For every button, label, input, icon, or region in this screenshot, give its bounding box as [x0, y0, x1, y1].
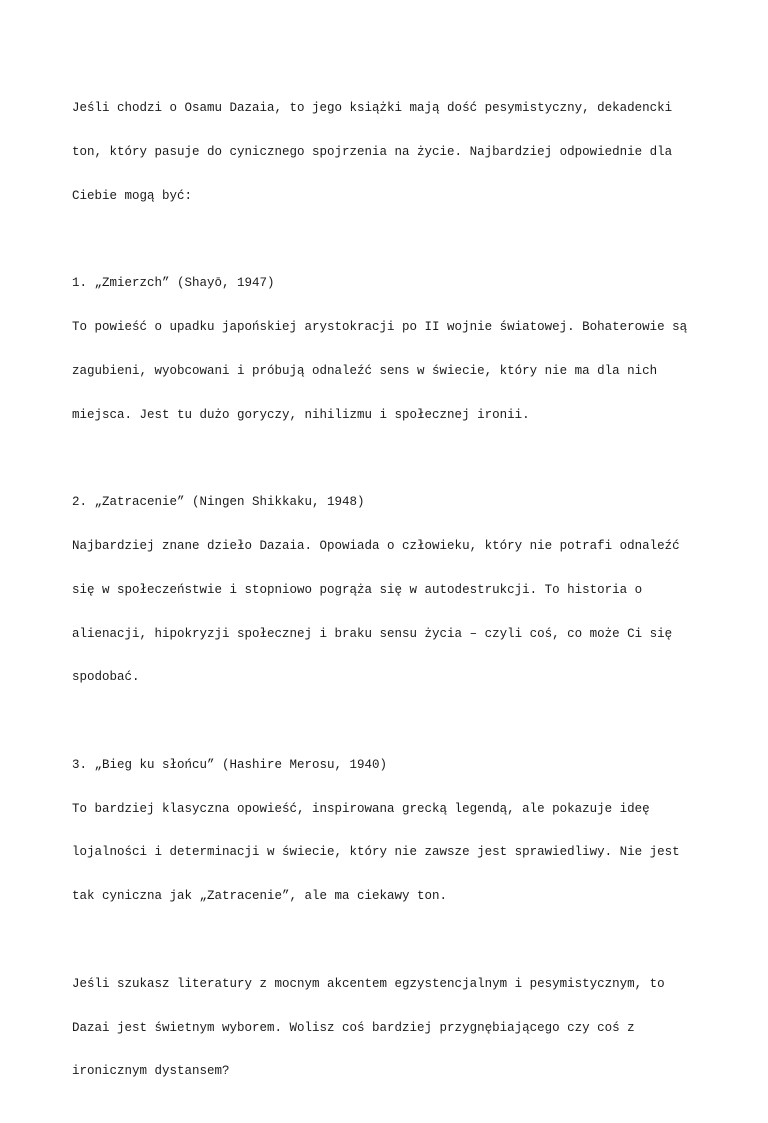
book-description-line: tak cyniczna jak „Zatracenie”, ale ma ciekawy ton.: [72, 889, 448, 904]
book-description-line: Najbardziej znane dzieło Dazaia. Opowiada o człowieku, który nie potrafi odnaleźć: [72, 539, 680, 553]
intro-line: Jeśli chodzi o Osamu Dazaia, to jego książki mają dość pesymistyczny, dekadencki: [72, 101, 673, 116]
closing-line: Jeśli szukasz literatury z mocnym akcentem egzystencjalnym i pesymistycznym, to: [72, 976, 665, 991]
book-description-line: To powieść o upadku japońskiej arystokracji po II wojnie światowej. Bohaterowie są: [72, 320, 688, 335]
closing-line: ironicznym dystansem?: [72, 1064, 230, 1079]
book-description-line: alienacji, hipokryzji społecznej i braku sensu życia – czyli coś, co może Ci się: [72, 626, 673, 641]
intro-paragraph: [72, 72, 696, 233]
book-description-line: miejsca. Jest tu dużo goryczy, nihilizmu i społecznej ironii.: [72, 407, 530, 422]
closing-line: Dazai jest świetnym wyborem. Wolisz coś bardziej przygnębiającego czy coś z: [72, 1020, 635, 1035]
book-description-line: lojalności i determinacji w świecie, który nie zawsze jest sprawiedliwy. Nie jest: [72, 845, 680, 860]
intro-line: Ciebie mogą być:: [72, 188, 193, 203]
document-page: [72, 72, 696, 1123]
book-description-line: się w społeczeństwie i stopniowo pogrąża się w autodestrukcji. To historia o: [72, 582, 643, 597]
book-section-2: [72, 466, 696, 714]
book-description-line: spodobać.: [72, 670, 140, 685]
intro-line: ton, który pasuje do cynicznego spojrzenia na życie. Najbardziej odpowiednie dla: [72, 144, 673, 159]
closing-paragraph: [72, 948, 696, 1109]
book-section-3: [72, 729, 696, 933]
book-heading: 3. „Bieg ku słońcu” (Hashire Merosu, 1940): [72, 757, 388, 772]
book-section-1: [72, 247, 696, 451]
book-description-line: zagubieni, wyobcowani i próbują odnaleźć sens w świecie, który nie ma dla nich: [72, 363, 658, 378]
book-heading: 1. „Zmierzch” (Shayō, 1947): [72, 276, 275, 291]
book-description-line: To bardziej klasyczna opowieść, inspirowana grecką legendą, ale pokazuje ideę: [72, 801, 650, 816]
book-heading: 2. „Zatracenie” (Ningen Shikkaku, 1948): [72, 495, 365, 510]
